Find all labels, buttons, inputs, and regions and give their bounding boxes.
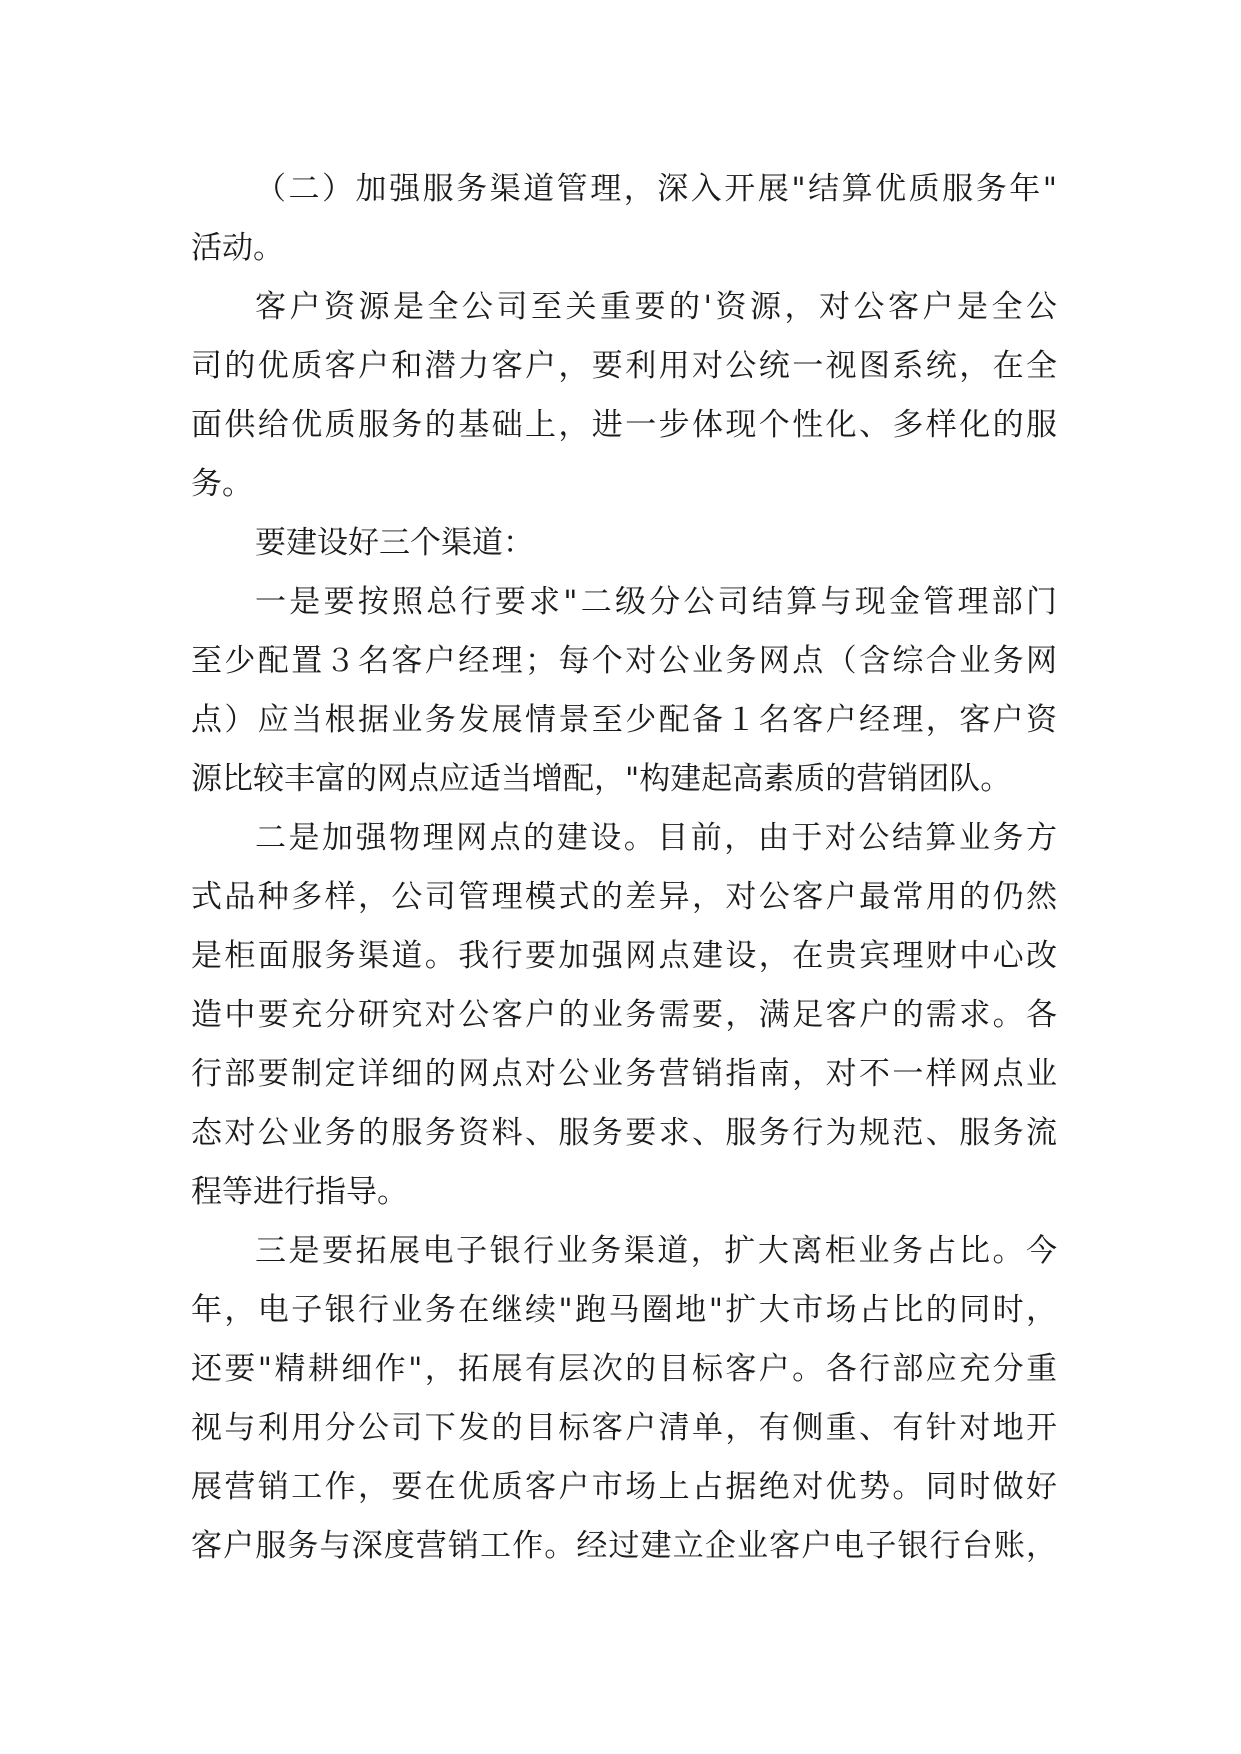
text-line: 客户服务与深度营销工作。经过建立企业客户电子银行台账， xyxy=(191,1528,1057,1564)
document-body xyxy=(191,160,1057,1576)
text-line: 一是要按照总行要求"二级分公司结算与现金管理部门 xyxy=(255,584,1057,620)
text-line: 还要"精耕细作"，拓展有层次的目标客户。各行部应充分重 xyxy=(191,1351,1057,1387)
paragraph-channel-one xyxy=(191,573,1057,809)
text-line: 程等进行指导。 xyxy=(191,1174,408,1210)
text-line: 至少配置３名客户经理；每个对公业务网点（含综合业务网 xyxy=(191,643,1057,679)
text-line: 态对公业务的服务资料、服务要求、服务行为规范、服务流 xyxy=(191,1115,1057,1151)
text-line: 视与利用分公司下发的目标客户清单，有侧重、有针对地开 xyxy=(191,1410,1057,1446)
text-line: 源比较丰富的网点应适当增配，"构建起高素质的营销团队。 xyxy=(191,761,1012,797)
text-line: 三是要拓展电子银行业务渠道，扩大离柜业务占比。今 xyxy=(255,1233,1057,1269)
paragraph-channel-three xyxy=(191,1222,1057,1576)
text-line: 展营销工作，要在优质客户市场上占据绝对优势。同时做好 xyxy=(191,1469,1057,1505)
text-line: 式品种多样，公司管理模式的差异，对公客户最常用的仍然 xyxy=(191,879,1057,915)
paragraph-customer-resources xyxy=(191,278,1057,514)
text-line: 年，电子银行业务在继续"跑马圈地"扩大市场占比的同时， xyxy=(191,1292,1057,1328)
text-line: 活动。 xyxy=(191,230,284,266)
text-line: 二是加强物理网点的建设。目前，由于对公结算业务方 xyxy=(255,820,1057,856)
text-line: 点）应当根据业务发展情景至少配备１名客户经理，客户资 xyxy=(191,702,1057,738)
text-line: （二）加强服务渠道管理，深入开展"结算优质服务年" xyxy=(255,171,1057,207)
paragraph-channel-two xyxy=(191,809,1057,1222)
text-line: 要建设好三个渠道： xyxy=(255,525,534,561)
paragraph-three-channels xyxy=(191,514,1057,573)
text-line: 行部要制定详细的网点对公业务营销指南，对不一样网点业 xyxy=(191,1056,1057,1092)
text-line: 司的优质客户和潜力客户，要利用对公统一视图系统，在全 xyxy=(191,348,1057,384)
text-line: 面供给优质服务的基础上，进一步体现个性化、多样化的服 xyxy=(191,407,1057,443)
text-line: 务。 xyxy=(191,466,253,502)
text-line: 造中要充分研究对公客户的业务需要，满足客户的需求。各 xyxy=(191,997,1057,1033)
text-line: 客户资源是全公司至关重要的'资源，对公客户是全公 xyxy=(255,289,1057,325)
paragraph-heading-two xyxy=(191,160,1057,278)
text-line: 是柜面服务渠道。我行要加强网点建设，在贵宾理财中心改 xyxy=(191,938,1057,974)
